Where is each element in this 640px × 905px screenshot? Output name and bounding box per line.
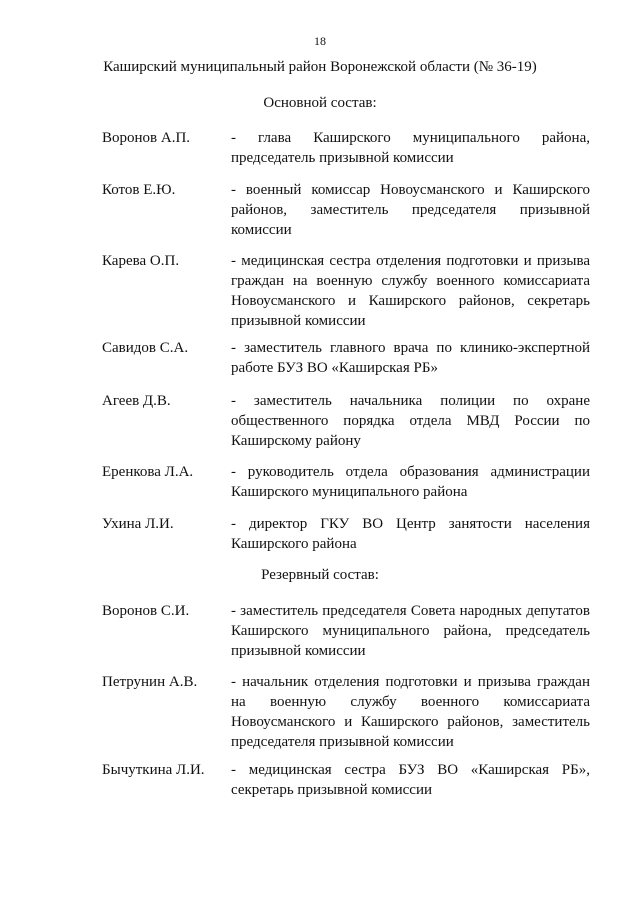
member-name: Карева О.П. [102, 253, 180, 269]
member-role: - директор ГКУ ВО Центр занятости населения Каширского района [231, 516, 590, 552]
member-role: - заместитель начальника полиции по охране общественного порядка отдела МВД России по Каширскому району [231, 393, 590, 449]
member-name: Петрунин А.В. [102, 674, 198, 690]
member-role: - начальник отделения подготовки и призыва граждан на военную службу военного комиссариата Новоусманского и Каширского районов, заместитель председателя призывной комиссии [231, 674, 590, 750]
member-role: - заместитель главного врача по клинико-экспертной работе БУЗ ВО «Каширская РБ» [231, 340, 590, 376]
main-composition-heading: Основной состав: [263, 95, 377, 111]
member-name: Ухина Л.И. [102, 516, 174, 532]
page-number: 18 [314, 34, 326, 48]
member-name: Агеев Д.В. [102, 393, 171, 409]
member-role: - медицинская сестра БУЗ ВО «Каширская РБ», секретарь призывной комиссии [231, 762, 590, 798]
member-role: - военный комиссар Новоусманского и Каширского районов, заместитель председателя призывной комиссии [231, 182, 590, 238]
member-name: Бычуткина Л.И. [102, 762, 205, 778]
member-name: Котов Е.Ю. [102, 182, 176, 198]
member-role: - руководитель отдела образования администрации Каширского муниципального района [231, 464, 590, 500]
member-name: Еренкова Л.А. [102, 464, 194, 480]
member-name: Воронов А.П. [102, 130, 191, 146]
member-name: Савидов С.А. [102, 340, 189, 356]
member-role: - глава Каширского муниципального района, председатель призывной комиссии [231, 130, 590, 166]
document-title: Каширский муниципальный район Воронежской области (№ 36-19) [103, 59, 537, 75]
reserve-composition-heading: Резервный состав: [261, 567, 379, 583]
member-role: - заместитель председателя Совета народных депутатов Каширского муниципального района, председатель призывной комиссии [231, 603, 590, 659]
member-role: - медицинская сестра отделения подготовки и призыва граждан на военную службу военного комиссариата Новоусманского и Каширского районов, секретарь призывной комиссии [231, 253, 590, 329]
member-name: Воронов С.И. [102, 603, 190, 619]
